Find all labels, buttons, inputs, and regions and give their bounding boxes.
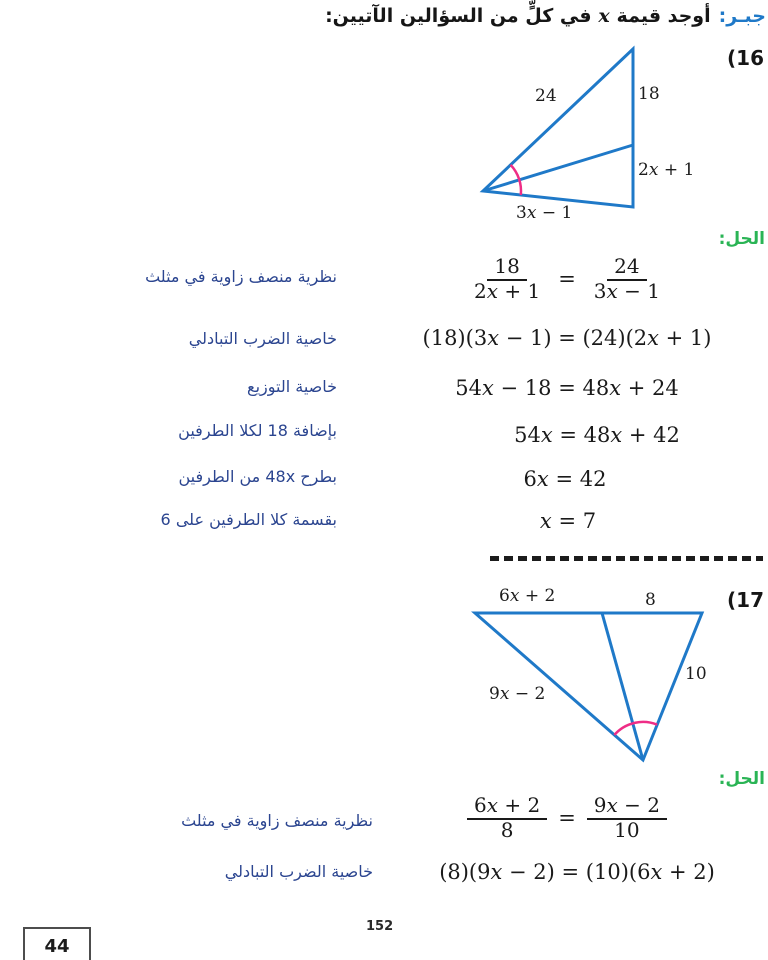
equation-proportion-17: $\frac{6x + 2}{8}$ = $\frac{9x - 2}{10}$ <box>400 793 734 842</box>
fraction-right: $\frac{9x - 2}{10}$ <box>587 793 667 842</box>
side-label-2x1: 2x + 1 <box>638 160 695 180</box>
solution-heading-17: الحل: <box>718 769 765 789</box>
reason-cross-multiply: خاصية الضرب التبادلي <box>224 862 373 881</box>
side-label-9x2: 9x − 2 <box>489 684 546 704</box>
side-label-6x2: 6x + 2 <box>499 586 556 606</box>
equation-cross-multiply: (18)(3x − 1) = (24)(2x + 1) <box>422 326 712 350</box>
page-header <box>325 5 766 27</box>
equation-cross-multiply: (8)(9x − 2) = (10)(6x + 2) <box>439 860 715 884</box>
problem-17-number: (17 <box>727 588 764 612</box>
section-tag: جبـر: <box>718 5 766 27</box>
reason-divide-6: بقسمة كلا الطرفين على 6 <box>160 510 337 529</box>
side-label-24: 24 <box>535 86 557 106</box>
reason-add-18: بإضافة 18 لكلا الطرفين <box>178 421 337 440</box>
angle-bisector-line <box>602 613 643 760</box>
reason-distribute: خاصية التوزيع <box>247 377 337 396</box>
equation-add-18: 54x = 48x + 42 <box>514 423 680 447</box>
reason-bisector-theorem: نظرية منصف زاوية في مثلث <box>181 811 373 830</box>
equation-subtract-48x: 6x = 42 <box>523 467 607 491</box>
solution-heading-16: الحل: <box>718 229 765 249</box>
equation-final-x7: x = 7 <box>539 509 597 533</box>
fraction-right: $\frac{24}{3x - 1}$ <box>593 254 661 303</box>
triangle-diagram-16 <box>455 40 705 220</box>
equation-distribute: 54x − 18 = 48x + 24 <box>455 376 679 400</box>
problem-16-number: (16 <box>727 46 764 70</box>
side-label-10: 10 <box>685 664 707 684</box>
reason-bisector-theorem: نظرية منصف زاوية في مثلث <box>145 267 337 286</box>
problem-prompt: أوجد قيمة x في كلٍّ من السؤالين الآتيين: <box>325 5 711 27</box>
lesson-number-box: 44 <box>23 927 91 960</box>
side-label-18: 18 <box>638 84 660 104</box>
dashed-separator <box>490 556 763 561</box>
equation-proportion-16: $\frac{18}{2x + 1}$ = $\frac{24}{3x - 1}$ <box>400 254 734 303</box>
page-number: 152 <box>366 919 394 934</box>
reason-subtract-48x: بطرح 48x من الطرفين <box>178 467 337 486</box>
reason-cross-multiply: خاصية الضرب التبادلي <box>188 329 337 348</box>
side-label-8: 8 <box>645 590 656 610</box>
side-label-3x1: 3x − 1 <box>516 203 573 223</box>
fraction-left: $\frac{6x + 2}{8}$ <box>467 793 547 842</box>
fraction-left: $\frac{18}{2x + 1}$ <box>473 254 541 303</box>
